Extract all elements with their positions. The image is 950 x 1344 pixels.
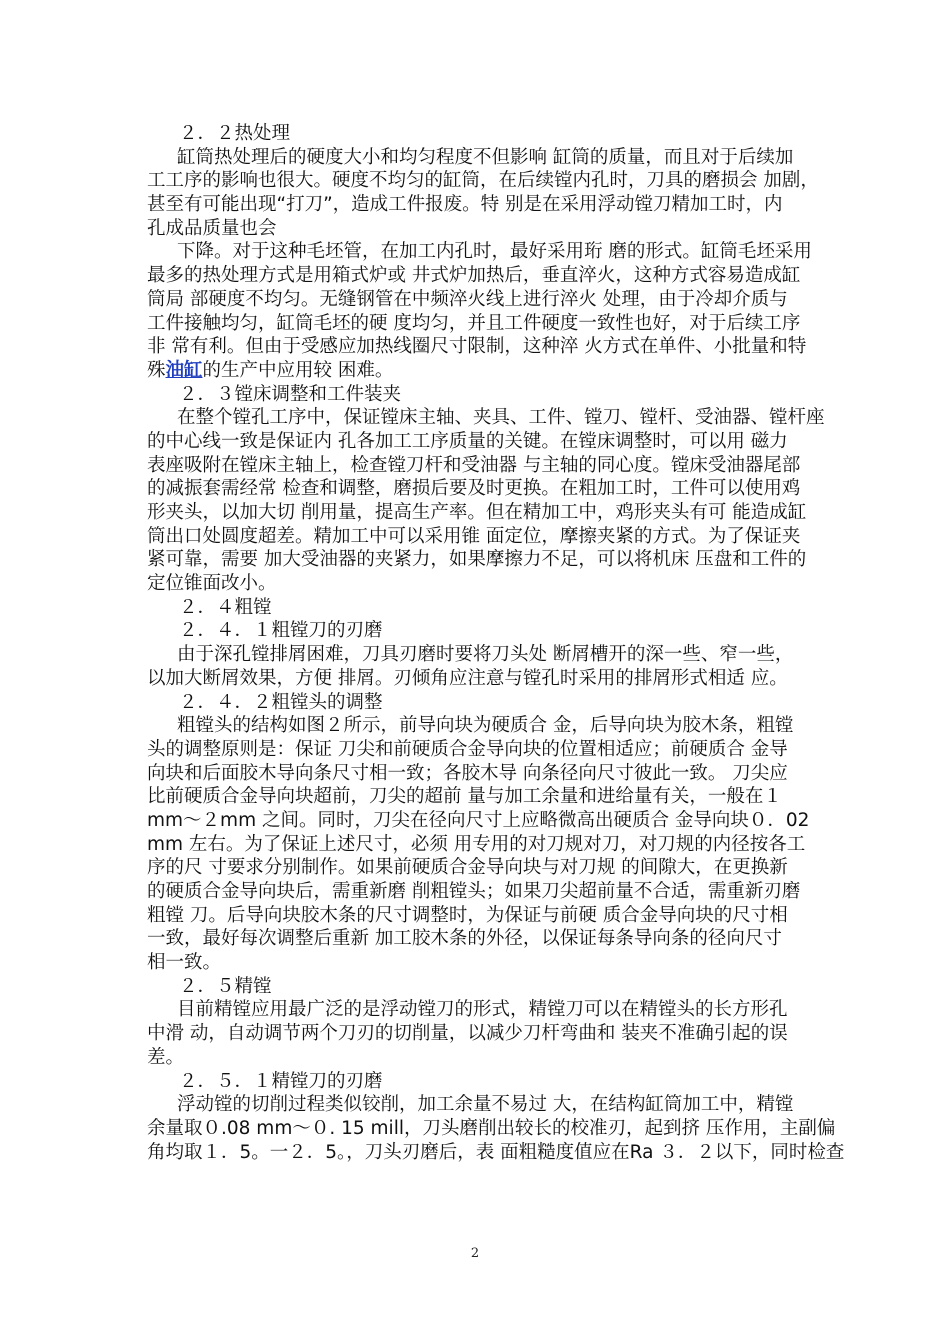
text-line: 非 常有利。但由于受感应加热线圈尺寸限制，这种淬 火方式在单件、小批量和特 <box>147 336 807 358</box>
text-line-with-link <box>147 359 807 383</box>
text-line: 的硬质合金导向块后，需重新磨 削粗镗头；如果刀尖超前量不合适，需重新刃磨 <box>147 881 801 902</box>
text-line: 头的调整原则是：保证 刀尖和前硬质合金导向块的位置相适应；前硬质合 金导 <box>147 738 788 760</box>
text-line: 筒局 部硬度不均匀。无缝钢管在中频淬火线上进行淬火 处理，由于冷却介质与 <box>147 288 788 310</box>
text-line: 比前硬质合金导向块超前，刀尖的超前 量与加工余量和进给量有关，一般在１ <box>147 786 782 808</box>
text-line: 缸筒热处理后的硬度大小和均匀程度不但影响 缸筒的质量，而且对于后续加 <box>177 146 794 168</box>
text-line: 由于深孔镗排屑困难，刀具刃磨时要将刀头处 断屑槽开的深一些、窄一些， <box>177 644 794 666</box>
text-line: mm～２mm 之间。同时，刀尖在径向尺寸上应略微高出硬质合 金导向块０．02 <box>147 809 810 831</box>
text-line: 相一致。 <box>147 952 222 974</box>
text-line: 甚至有可能出现“打刀”，造成工件报废。特 别是在采用浮动镗刀精加工时，内 <box>147 194 783 216</box>
text-line: 下降。对于这种毛坯管，在加工内孔时，最好采用珩 磨的形式。缸筒毛坯采用 <box>177 241 812 263</box>
text-line: 粗镗 刀。后导向块胶木条的尺寸调整时，为保证与前硬 质合金导向块的尺寸相 <box>147 904 788 926</box>
text-line: 序的尺 寸要求分别制作。如果前硬质合金导向块与对刀规 的间隙大，在更换新 <box>147 857 788 879</box>
text-line: 工件接触均匀，缸筒毛坯的硬 度均匀，并且工件硬度一致性也好，对于后续工序 <box>147 312 801 334</box>
text-line: 一致，最好每次调整后重新 加工胶木条的外径，以保证每条导向条的径向尺寸 <box>147 928 782 950</box>
text-line: 角均取１．5。一２．5。，刀头刃磨后，表 面粗糙度值应在Ra ３．２以下，同时检查 <box>147 1141 845 1163</box>
section-heading-2-5: ２．５精镗 <box>179 975 272 997</box>
text-line: 差。 <box>147 1046 185 1068</box>
text-line: 浮动镗的切削过程类似铰削，加工余量不易过 大，在结构缸筒加工中，精镗 <box>177 1094 794 1116</box>
section-heading-2-4-2: ２．４．２粗镗头的调整 <box>179 691 383 713</box>
text-line: 中滑 动，自动调节两个刀刃的切削量，以减少刀杆弯曲和 装夹不准确引起的误 <box>147 1023 788 1045</box>
text-line: 余量取０.08 mm～０. 15 mill，刀头磨削出较长的校准刃，起到挤 压作用，主副偏 <box>147 1117 836 1139</box>
text-line: 的中心线一致是保证内 孔各加工工序质量的关键。在镗床调整时，可以用 磁力 <box>147 430 788 452</box>
text-line: 目前精镗应用最广泛的是浮动镗刀的形式，精镗刀可以在精镗头的长方形孔 <box>177 999 788 1021</box>
text-line: 紧可靠，需要 加大受油器的夹紧力，如果摩擦力不足，可以将机床 压盘和工件的 <box>147 549 807 571</box>
text-line: 工工序的影响也很大。硬度不均匀的缸筒，在后续镗内孔时，刀具的磨损会 加剧， <box>147 170 819 192</box>
text-line: 最多的热处理方式是用箱式炉或 井式炉加热后，垂直淬火，这种方式容易造成缸 <box>147 265 801 287</box>
text-line: 表座吸附在镗床主轴上，检查镗刀杆和受油器 与主轴的同心度。镗床受油器尾部 <box>147 454 801 476</box>
section-heading-2-4: ２．４粗镗 <box>179 596 272 618</box>
text-line: 定位锥面改小。 <box>147 573 277 595</box>
text-line: 的减振套需经常 检查和调整，磨损后要及时更换。在粗加工时，工件可以使用鸡 <box>147 478 801 500</box>
text-line: mm 左右。为了保证上述尺寸，必须 用专用的对刀规对刀，对刀规的内径按各工 <box>147 833 806 855</box>
text-line: 以加大断屑效果，方便 排屑。刃倾角应注意与镗孔时采用的排屑形式相适 应。 <box>147 667 788 689</box>
oil-cylinder-link[interactable]: 油缸 <box>165 359 203 381</box>
text-line: 向块和后面胶木导向条尺寸相一致；各胶木导 向条径向尺寸彼此一致。 刀尖应 <box>147 762 788 784</box>
text-line: 形夹头，以加大切 削用量，提高生产率。但在精加工中，鸡形夹头有可 能造成缸 <box>147 502 807 523</box>
text-fragment: 的生产中应用较 困难。 <box>202 359 394 381</box>
section-heading-2-2: ２．２热处理 <box>179 123 291 144</box>
text-fragment: 殊 <box>147 359 166 381</box>
page-content <box>147 122 845 1164</box>
section-heading-2-4-1: ２．４．１粗镗刀的刃磨 <box>179 620 383 642</box>
section-heading-2-3: ２．３镗床调整和工件装夹 <box>179 383 402 405</box>
text-line: 筒出口处圆度超差。精加工中可以采用锥 面定位，摩擦夹紧的方式。为了保证夹 <box>147 525 801 547</box>
text-line: 孔成品质量也会 <box>147 217 277 239</box>
text-line: 粗镗头的结构如图２所示，前导向块为硬质合 金，后导向块为胶木条，粗镗 <box>177 715 794 737</box>
page-number: 2 <box>470 1246 480 1261</box>
text-line: 在整个镗孔工序中，保证镗床主轴、夹具、工件、镗刀、镗杆、受油器、镗杆座 <box>177 407 825 429</box>
section-heading-2-5-1: ２．５．１精镗刀的刃磨 <box>179 1070 383 1092</box>
